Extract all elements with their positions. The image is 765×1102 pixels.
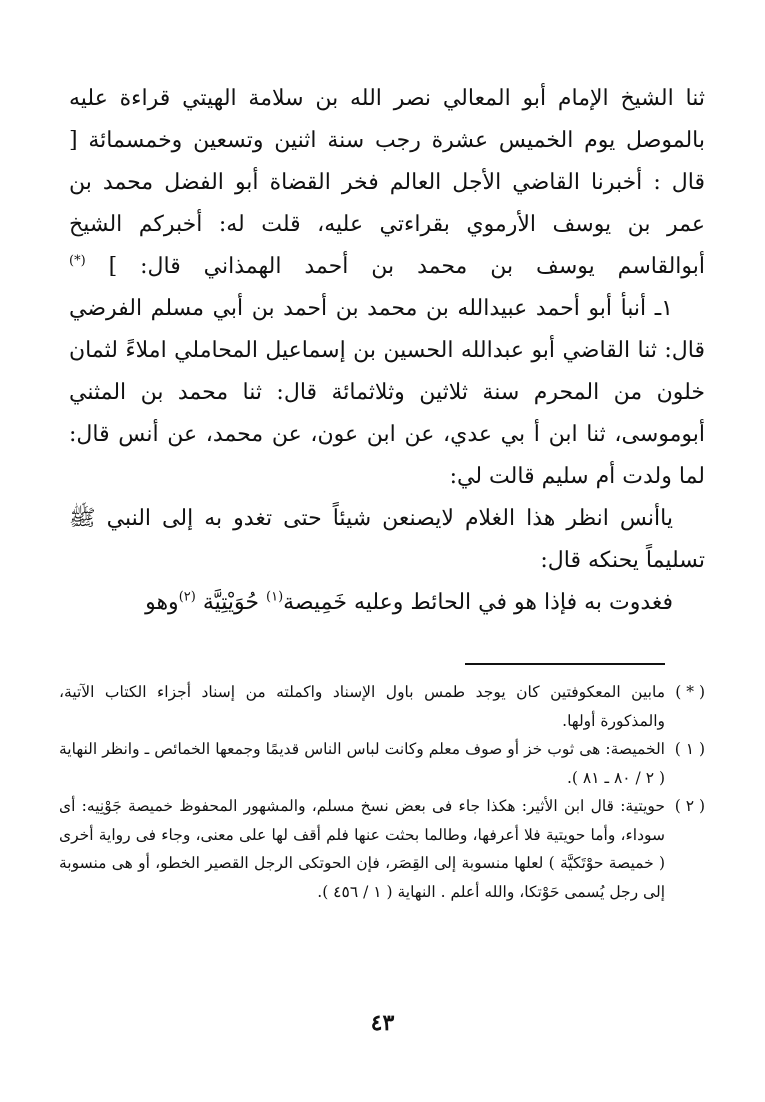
footnote-1 xyxy=(59,735,705,792)
paragraph-text: فغدوت به فإذا هو في الحائط وعليه خَمِيصة xyxy=(283,590,673,615)
page-number: ٤٣ xyxy=(370,1010,395,1036)
footnote-ref-star: (*) xyxy=(69,253,86,269)
footnote-marker: ( * ) xyxy=(675,683,705,701)
hadith-paragraph-3 xyxy=(69,582,705,624)
footnote-text: حويتية: قال ابن الأثير: هكذا جاء فى بعض نسخ مسلم، والمشهور المحفوظ خميصة جَوْنِيه: أى سوداء، وأما حويتية فلا أعرفها، وطالما بحثت عنها فلم أقف لها على معنى، وجاء فى رواية أخرى ( خميصة حوْتَكيَّة ) لعلها منسوبة إلى القِصَر، فإن الحوتكى الرجل القصير الخطو، أو هى منسوبة إلى رجل يُسمى حَوْتكا، والله أعلم . النهاية ( ١ / ٤٥٦ ). xyxy=(59,797,665,901)
footnote-2 xyxy=(59,792,705,906)
hadith-paragraph-2: ياأنس انظر هذا الغلام لايصنعن شيئاً حتى تغدو به إلى النبي ﷺ تسليماً يحنكه قال: xyxy=(69,506,705,573)
footnote-star xyxy=(59,678,705,735)
footnote-text: مابين المعكوفتين كان يوجد طمس باول الإسناد واكملته من إسناد أجزاء الكتاب الآتية، والمذكورة أولها. xyxy=(59,683,665,730)
hadith-paragraph-1: ١ـ أنبأ أبو أحمد عبيدالله بن محمد بن أحمد بن أبي مسلم الفرضي قال: ثنا القاضي أبو عبدالله الحسين بن إسماعيل المحاملي املاءً لثمان خلون من المحرم سنة ثلاثين وثلاثمائة قال: ثنا محمد بن المثني أبوموسى، ثنا ابن أ بي عدي، عن ابن عون، عن محمد، عن أنس قال: لما ولدت أم سليم قالت لي: xyxy=(69,296,705,489)
paragraph-text: وهو xyxy=(145,590,179,615)
footnotes xyxy=(59,678,705,906)
footnote-ref-2: (٢) xyxy=(178,589,196,605)
footnote-text: الخميصة: هى ثوب خز أو صوف معلم وكانت لباس الناس قديمًا وجمعها الخمائص ـ وانظر النهاية ( ٢ / ٨٠ ـ ٨١ ). xyxy=(59,740,665,787)
chain-of-narration-paragraph xyxy=(69,78,705,288)
main-text xyxy=(69,78,705,624)
footnote-separator xyxy=(465,663,665,665)
footnote-marker: ( ١ ) xyxy=(674,740,705,758)
footnote-marker: ( ٢ ) xyxy=(674,797,705,815)
footnote-ref-1: (١) xyxy=(266,589,284,605)
paragraph-text: حُوَيْتِيَّة xyxy=(202,590,259,615)
paragraph-text: ثنا الشيخ الإمام أبو المعالي نصر الله بن سلامة الهيتي قراءة عليه بالموصل يوم الخميس عشرة رجب سنة اثنين وتسعين وخمسمائة [ قال : أخبرنا القاضي الأجل العالم فخر القضاة أبو الفضل محمد بن عمر بن يوسف الأرموي بقراءتي عليه، قلت له: أخبركم الشيخ أبوالقاسم يوسف بن محمد بن أحمد الهمذاني قال: ] xyxy=(69,86,705,279)
